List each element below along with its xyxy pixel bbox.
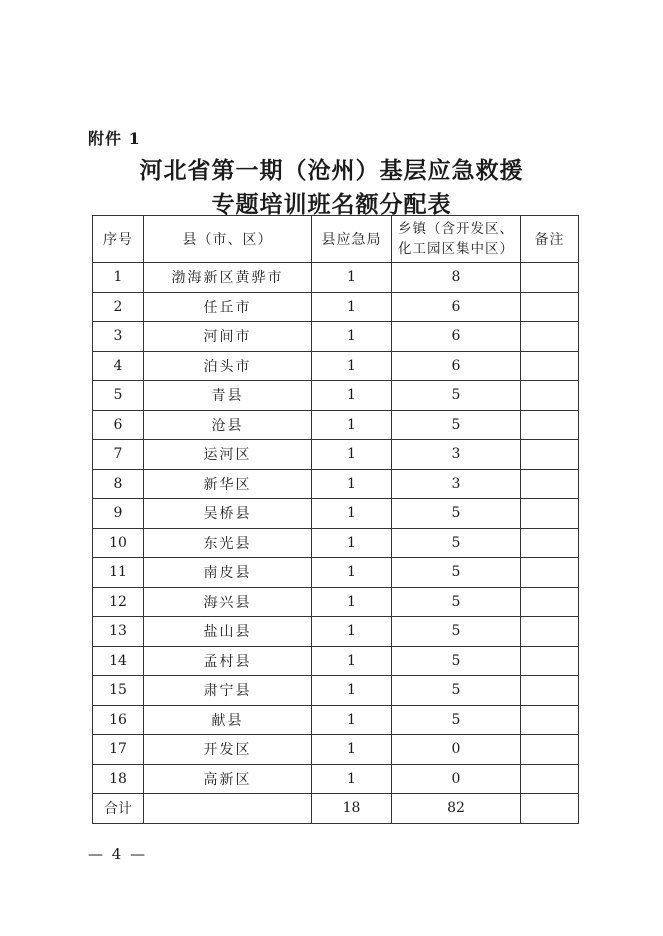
- cell-bureau: 1: [312, 263, 392, 293]
- cell-bureau: 1: [312, 499, 392, 529]
- table-row: [93, 351, 579, 381]
- cell-index: 13: [93, 617, 144, 647]
- table-row: [93, 322, 579, 352]
- cell-county: 渤海新区黄骅市: [144, 263, 312, 293]
- cell-index: 9: [93, 499, 144, 529]
- table-row: [93, 381, 579, 411]
- cell-index: 5: [93, 381, 144, 411]
- cell-index: 7: [93, 440, 144, 470]
- cell-town: 5: [392, 528, 521, 558]
- cell-bureau: 1: [312, 469, 392, 499]
- attachment-label: 附件 1: [88, 129, 141, 148]
- cell-remark: [521, 764, 579, 794]
- cell-index: 14: [93, 646, 144, 676]
- cell-town: 5: [392, 676, 521, 706]
- table-row: [93, 558, 579, 588]
- cell-index: 1: [93, 263, 144, 293]
- cell-remark: [521, 587, 579, 617]
- cell-index: 12: [93, 587, 144, 617]
- cell-index: 17: [93, 735, 144, 765]
- cell-index: 16: [93, 705, 144, 735]
- header-row: [93, 216, 579, 263]
- table-row: [93, 646, 579, 676]
- page-number: — 4 —: [88, 845, 148, 863]
- table-row: [93, 735, 579, 765]
- cell-remark: [521, 410, 579, 440]
- cell-county: 高新区: [144, 764, 312, 794]
- quota-allocation-table: [92, 215, 579, 824]
- table-row: [93, 292, 579, 322]
- cell-bureau: 1: [312, 322, 392, 352]
- header-remark: 备注: [521, 216, 579, 263]
- cell-bureau: 1: [312, 764, 392, 794]
- cell-remark: [521, 351, 579, 381]
- cell-bureau: 1: [312, 558, 392, 588]
- cell-town: 6: [392, 322, 521, 352]
- cell-bureau: 1: [312, 676, 392, 706]
- cell-town: 3: [392, 469, 521, 499]
- header-town: 乡镇（含开发区、化工园区集中区）: [392, 216, 521, 263]
- cell-town: 5: [392, 646, 521, 676]
- cell-town: 0: [392, 735, 521, 765]
- table-row: [93, 528, 579, 558]
- cell-remark: [521, 528, 579, 558]
- cell-bureau: 1: [312, 351, 392, 381]
- cell-index: 8: [93, 469, 144, 499]
- cell-county: 泊头市: [144, 351, 312, 381]
- table-row: [93, 764, 579, 794]
- cell-bureau: 1: [312, 646, 392, 676]
- cell-town: 5: [392, 705, 521, 735]
- table-row: [93, 440, 579, 470]
- cell-town: 6: [392, 351, 521, 381]
- document-title-line-2: 专题培训班名额分配表: [211, 191, 452, 218]
- cell-remark: [521, 646, 579, 676]
- cell-bureau: 1: [312, 617, 392, 647]
- cell-bureau: 1: [312, 440, 392, 470]
- total-bureau: 18: [312, 794, 392, 824]
- cell-county: 沧县: [144, 410, 312, 440]
- table-row: [93, 469, 579, 499]
- cell-index: 18: [93, 764, 144, 794]
- table-row: [93, 499, 579, 529]
- cell-county: 东光县: [144, 528, 312, 558]
- table-body: [93, 263, 579, 824]
- cell-remark: [521, 558, 579, 588]
- cell-remark: [521, 676, 579, 706]
- table-row: [93, 587, 579, 617]
- total-label: 合计: [93, 794, 144, 824]
- cell-county: 吴桥县: [144, 499, 312, 529]
- cell-county: 青县: [144, 381, 312, 411]
- cell-bureau: 1: [312, 292, 392, 322]
- total-remark: [521, 794, 579, 824]
- cell-bureau: 1: [312, 705, 392, 735]
- cell-county: 海兴县: [144, 587, 312, 617]
- cell-town: 8: [392, 263, 521, 293]
- cell-county: 新华区: [144, 469, 312, 499]
- cell-county: 任丘市: [144, 292, 312, 322]
- cell-remark: [521, 705, 579, 735]
- header-county: 县（市、区）: [144, 216, 312, 263]
- cell-bureau: 1: [312, 381, 392, 411]
- cell-index: 6: [93, 410, 144, 440]
- cell-remark: [521, 735, 579, 765]
- header-bureau: 县应急局: [312, 216, 392, 263]
- cell-index: 4: [93, 351, 144, 381]
- cell-bureau: 1: [312, 735, 392, 765]
- cell-remark: [521, 617, 579, 647]
- cell-index: 10: [93, 528, 144, 558]
- cell-town: 5: [392, 499, 521, 529]
- cell-remark: [521, 440, 579, 470]
- cell-town: 5: [392, 617, 521, 647]
- cell-remark: [521, 292, 579, 322]
- cell-town: 5: [392, 381, 521, 411]
- cell-remark: [521, 381, 579, 411]
- table-row: [93, 705, 579, 735]
- table-row: [93, 410, 579, 440]
- cell-remark: [521, 322, 579, 352]
- cell-county: 运河区: [144, 440, 312, 470]
- cell-county: 盐山县: [144, 617, 312, 647]
- cell-town: 5: [392, 587, 521, 617]
- document-title-line-1: 河北省第一期（沧州）基层应急救援: [139, 157, 524, 184]
- table-row: [93, 617, 579, 647]
- table-header: [93, 216, 579, 263]
- cell-bureau: 1: [312, 410, 392, 440]
- header-index: 序号: [93, 216, 144, 263]
- cell-remark: [521, 263, 579, 293]
- cell-county: 开发区: [144, 735, 312, 765]
- cell-bureau: 1: [312, 528, 392, 558]
- table-row: [93, 676, 579, 706]
- cell-county: 河间市: [144, 322, 312, 352]
- cell-county: 肃宁县: [144, 676, 312, 706]
- total-row: [93, 794, 579, 824]
- cell-index: 3: [93, 322, 144, 352]
- cell-town: 5: [392, 410, 521, 440]
- cell-town: 0: [392, 764, 521, 794]
- total-county: [144, 794, 312, 824]
- total-town: 82: [392, 794, 521, 824]
- cell-county: 孟村县: [144, 646, 312, 676]
- cell-index: 15: [93, 676, 144, 706]
- cell-town: 5: [392, 558, 521, 588]
- cell-county: 南皮县: [144, 558, 312, 588]
- cell-index: 2: [93, 292, 144, 322]
- cell-remark: [521, 469, 579, 499]
- cell-town: 6: [392, 292, 521, 322]
- cell-town: 3: [392, 440, 521, 470]
- cell-index: 11: [93, 558, 144, 588]
- table-row: [93, 263, 579, 293]
- cell-remark: [521, 499, 579, 529]
- cell-bureau: 1: [312, 587, 392, 617]
- cell-county: 献县: [144, 705, 312, 735]
